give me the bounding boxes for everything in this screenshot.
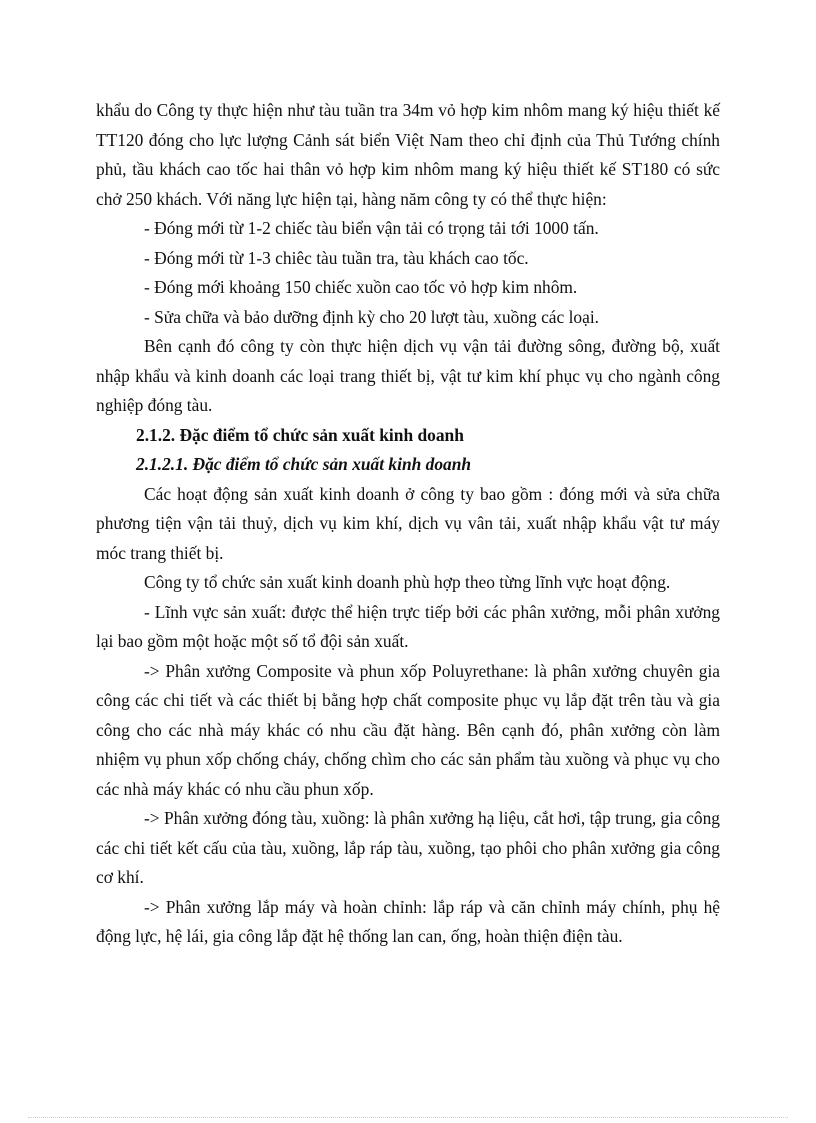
- list-item-repairs: - Sửa chữa và bảo dưỡng định kỳ cho 20 lượt tàu, xuồng các loại.: [144, 306, 600, 327]
- document-page: [96, 96, 720, 952]
- list-item-patrol-boats: - Đóng mới từ 1-3 chiêc tàu tuần tra, tàu khách cao tốc.: [144, 247, 529, 268]
- subsection-heading: 2.1.2.1. Đặc điểm tổ chức sản xuất kinh doanh: [136, 454, 472, 474]
- page-bottom-divider: [28, 1117, 788, 1118]
- paragraph-hull-workshop: -> Phân xưởng đóng tàu, xuồng: là phân xưởng hạ liệu, cắt hơi, tập trung, gia công các chi tiết kết cấu của tàu, xuồng, lắp ráp tàu, xuồng, tạo phôi cho phân xưởng gia công cơ khí.: [96, 808, 720, 887]
- paragraph-organization: Công ty tổ chức sản xuất kinh doanh phù hợp theo từng lĩnh vực hoạt động.: [144, 572, 671, 592]
- paragraph-machinery-workshop: -> Phân xưởng lắp máy và hoàn chỉnh: lắp ráp và căn chỉnh máy chính, phụ hệ động lực, hệ lái, gia công lắp đặt hệ thống lan can, ống, hoàn thiện điện tàu.: [96, 896, 720, 946]
- list-item-speedboats: - Đóng mới khoảng 150 chiếc xuồn cao tốc vỏ hợp kim nhôm.: [144, 277, 578, 297]
- paragraph-capabilities-intro: khẩu do Công ty thực hiện như tàu tuần tra 34m vỏ hợp kim nhôm mang ký hiệu thiết kế TT120 đóng cho lực lượng Cảnh sát biển Việt Nam theo chỉ định của Thủ Tướng chính phủ, tầu khách cao tốc hai thân vỏ hợp kim nhôm mang ký hiệu thiết kế ST180 có sức chở 250 khách. Với năng lực hiện tại, hàng năm công ty có thể thực hiện:: [96, 100, 720, 209]
- list-item-shipbuilding: - Đóng mới từ 1-2 chiếc tàu biển vận tải có trọng tải tới 1000 tấn.: [144, 218, 599, 238]
- paragraph-production-field: - Lĩnh vực sản xuất: được thể hiện trực tiếp bởi các phân xưởng, mỗi phân xưởng lại bao gồm một hoặc một số tổ đội sản xuất.: [96, 601, 720, 651]
- section-heading: 2.1.2. Đặc điểm tổ chức sản xuất kinh doanh: [136, 424, 464, 445]
- paragraph-activities: Các hoạt động sản xuất kinh doanh ở công ty bao gồm : đóng mới và sửa chữa phương tiện vận tải thuỷ, dịch vụ kim khí, dịch vụ vân tải, xuất nhập khẩu vật tư máy móc trang thiết bị.: [96, 483, 720, 563]
- paragraph-composite-workshop: -> Phân xưởng Composite và phun xốp Poluyrethane: là phân xưởng chuyên gia công các chi tiết và các thiết bị bằng hợp chất composite phục vụ lắp đặt trên tàu và gia công cho các nhà máy khác có nhu cầu đặt hàng. Bên cạnh đó, phân xưởng còn làm nhiệm vụ phun xốp chống cháy, chống chìm cho các sản phẩm tàu xuồng và phục vụ cho các nhà máy khác có nhu cầu phun xốp.: [96, 660, 720, 799]
- paragraph-other-services: Bên cạnh đó công ty còn thực hiện dịch vụ vận tải đường sông, đường bộ, xuất nhập khẩu và kinh doanh các loại trang thiết bị, vật tư kim khí phục vụ cho ngành công nghiệp đóng tàu.: [96, 336, 720, 415]
